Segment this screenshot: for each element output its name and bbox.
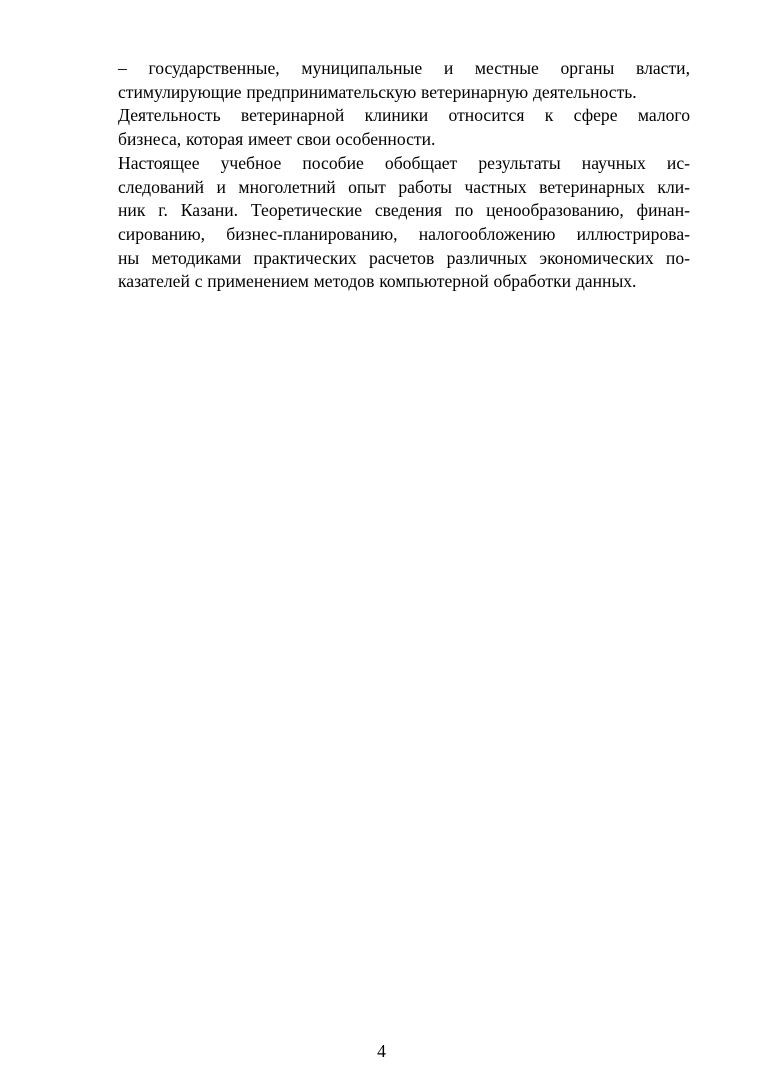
text-line: Настоящее учебное пособие обобщает результаты научных ис- <box>118 152 690 173</box>
text-line: следований и многолетний опыт работы частных ветеринарных кли- <box>118 176 690 197</box>
text-line: сированию, бизнес-планированию, налогообложению иллюстрирова- <box>118 223 690 244</box>
paragraph-textbook-summary <box>73 152 690 294</box>
text-line: стимулирующие предпринимательскую ветеринарную деятельность. <box>118 81 637 102</box>
paragraph-authorities <box>73 57 690 104</box>
text-line: – государственные, муниципальные и местные органы власти, <box>118 58 690 78</box>
text-line: ник г. Казани. Теоретические сведения по ценообразованию, финан- <box>118 200 690 221</box>
page-body <box>73 57 690 294</box>
text-line: казателей с применением методов компьютерной обработки данных. <box>118 271 637 292</box>
text-line: Деятельность ветеринарной клиники относится к сфере малого <box>118 105 690 126</box>
page-number: 4 <box>377 1041 386 1061</box>
text-line: ны методиками практических расчетов различных экономических по- <box>118 247 690 268</box>
paragraph-small-business <box>73 104 690 151</box>
text-line: бизнеса, которая имеет свои особенности. <box>118 129 436 150</box>
